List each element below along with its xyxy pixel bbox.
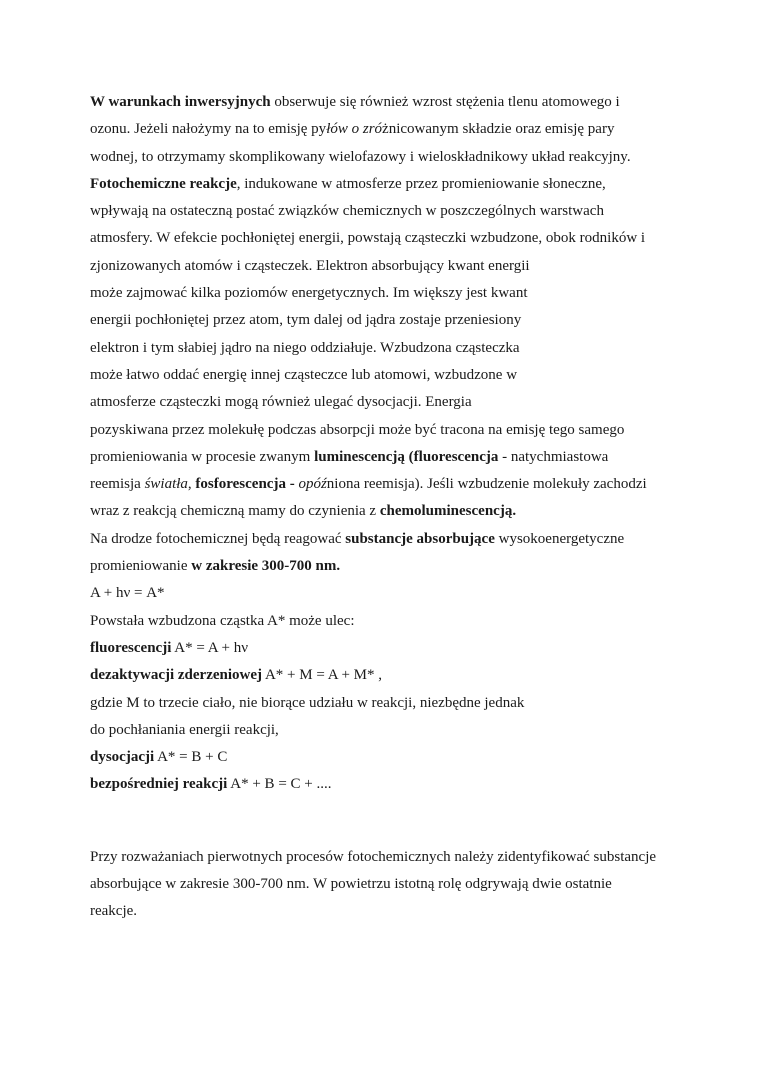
text-line: ozonu. Jeżeli nałożymy na to emisję pyłów o zróżnicowanym składzie oraz emisję pary	[90, 121, 615, 138]
text-line: atmosfery. W efekcie pochłoniętej energii, powstają cząsteczki wzbudzone, obok rodników i	[90, 230, 646, 247]
reaction-fluorescence	[90, 635, 690, 662]
text-line: elektron i tym słabiej jądro na niego oddziałuje. Wzbudzona cząsteczka	[90, 339, 520, 356]
italic-fragment: opóź	[298, 476, 327, 493]
text-line: Fotochemiczne reakcje, indukowane w atmosferze przez promieniowanie słoneczne,	[90, 175, 606, 192]
text-line: energii pochłoniętej przez atom, tym dalej od jądra zostaje przeniesiony	[90, 312, 522, 329]
text-line: wpływają na ostateczną postać związków chemicznych w poszczególnych warstwach	[90, 203, 604, 220]
bold-term: bezpośredniej reakcji	[90, 776, 228, 793]
text-line: W warunkach inwersyjnych obserwuje się również wzrost stężenia tlenu atomowego i	[90, 94, 620, 110]
bold-term: w zakresie 300-700 nm.	[191, 558, 341, 575]
text-line: pozyskiwana przez molekułę podczas absorpcji może być tracona na emisję tego samego	[90, 421, 625, 438]
text-line: Na drodze fotochemicznej będą reagować substancje absorbujące wysokoenergetyczne	[90, 530, 625, 547]
paragraph-gap	[90, 799, 690, 844]
text-line: Powstała wzbudzona cząstka A* może ulec:	[90, 612, 355, 629]
text-line: może łatwo oddać energię innej cząsteczce lub atomowi, wzbudzone w	[90, 366, 518, 383]
bold-term: W warunkach inwersyjnych	[90, 94, 271, 110]
reaction-direct	[90, 771, 690, 798]
equation-line: A + hν = A*	[90, 585, 165, 602]
text-line: reakcje.	[90, 903, 138, 920]
italic-fragment: światła	[144, 476, 188, 493]
text-line: absorbujące w zakresie 300-700 nm. W powietrzu istotną rolę odgrywają dwie ostatnie	[90, 876, 612, 893]
text-line: wraz z reakcją chemiczną mamy do czynienia z chemoluminescencją.	[90, 503, 517, 520]
text-line: reemisja światła, fosforescencja - opóźniona reemisja). Jeśli wzbudzenie molekuły zachodzi	[90, 476, 647, 493]
italic-fragment: łów o zró	[326, 121, 383, 138]
text-line: atmosferze cząsteczki mogą również ulegać dysocjacji. Energia	[90, 394, 472, 411]
text-line: Przy rozważaniach pierwotnych procesów fotochemicznych należy zidentyfikować substancje	[90, 848, 657, 865]
reaction-collisional-deactivation	[90, 662, 690, 689]
document-page	[90, 89, 690, 926]
bold-term: Fotochemiczne reakcje	[90, 175, 237, 192]
equation: A* + M = A + M* ,	[262, 667, 383, 684]
text-line: promieniowania w procesie zwanym luminescencją (fluorescencja - natychmiastowa	[90, 448, 609, 465]
text-line: promieniowanie w zakresie 300-700 nm.	[90, 558, 341, 575]
bold-term: substancje absorbujące	[345, 530, 495, 547]
equation: A* + B = C + ....	[227, 776, 332, 793]
text-line: gdzie M to trzecie ciało, nie biorące udziału w reakcji, niezbędne jednak	[90, 694, 525, 711]
text-line: do pochłaniania energii reakcji,	[90, 721, 279, 738]
bold-term: fluorescencji	[90, 639, 172, 656]
bold-term: luminescencją (fluorescencja	[314, 448, 499, 465]
bold-term: chemoluminescencją.	[379, 503, 517, 520]
equation: A* = B + C	[154, 749, 228, 766]
reaction-dissociation	[90, 744, 690, 771]
bold-term: dezaktywacji zderzeniowej	[90, 667, 263, 684]
bold-term: dysocjacji	[90, 749, 155, 766]
text-line: zjonizowanych atomów i cząsteczek. Elektron absorbujący kwant energii	[90, 257, 530, 274]
text-line: wodnej, to otrzymamy skomplikowany wielofazowy i wieloskładnikowy układ reakcyjny.	[90, 148, 631, 165]
bold-term: fosforescencja -	[195, 476, 299, 493]
text-line: może zajmować kilka poziomów energetycznych. Im większy jest kwant	[90, 285, 528, 302]
equation: A* = A + hν	[171, 639, 249, 656]
